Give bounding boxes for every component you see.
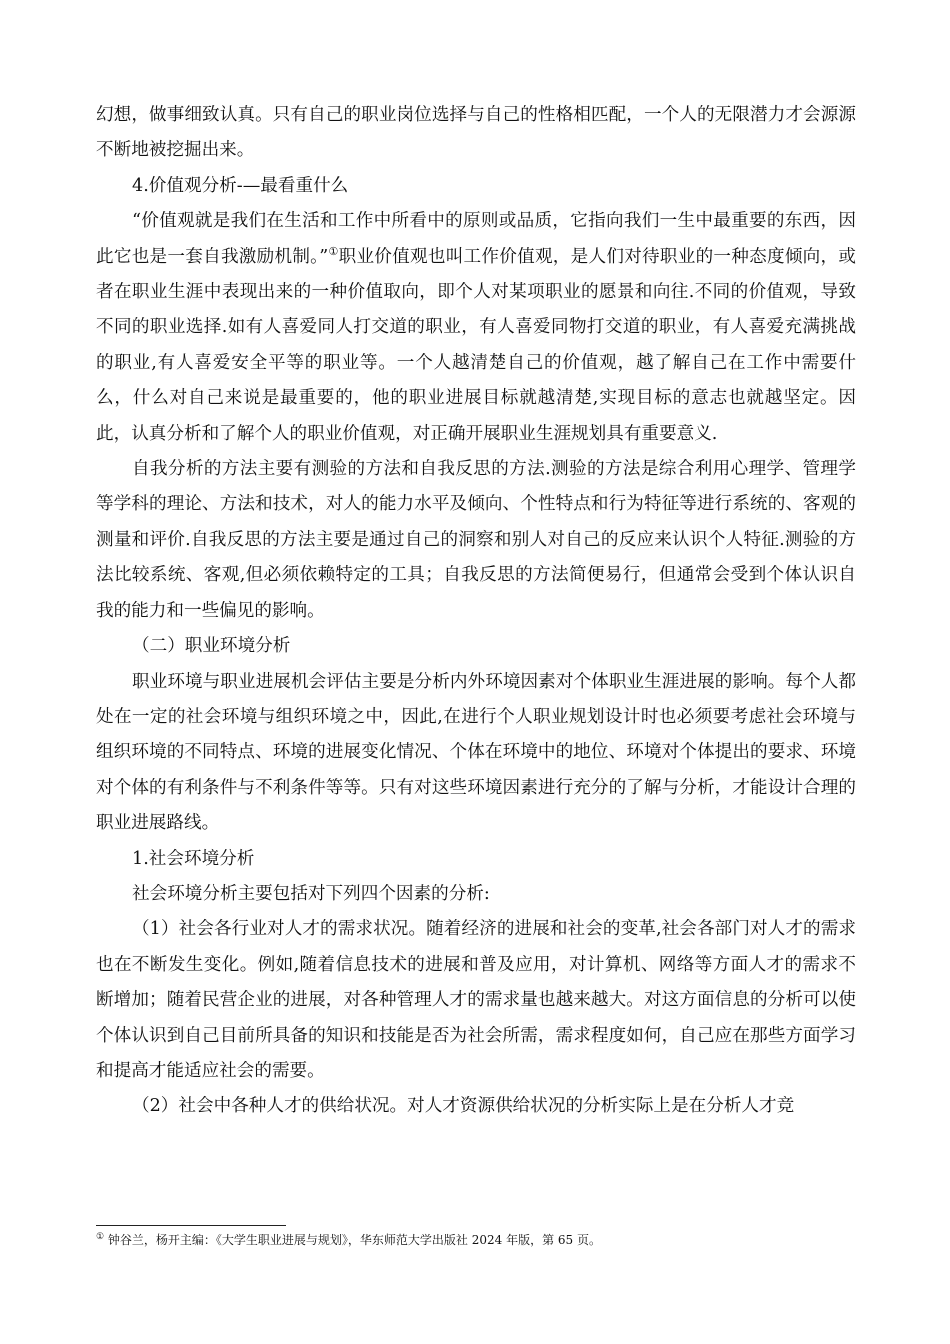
footnote [96,1231,856,1249]
values-quote: “价值观就是我们在生活和工作中所看中的原则或品质，它指向我们一生中最重要的东西，因此它也是一套自我激励机制。” [96,211,856,267]
heading-social-environment: 1.社会环境分析 [132,848,255,869]
heading-career-environment: （二）职业环境分析 [132,636,291,657]
paragraph-talent-demand: （1）社会各行业对人才的需求状况。随着经济的进展和社会的变革,社会各部门对人才的需求也在不断发生变化。例如,随着信息技术的进展和普及应用，对计算机、网络等方面人才的需求不断增加；随着民营企业的进展，对各种管理人才的需求量也越来越大。对这方面信息的分析可以使个体认识到自己目前所具备的知识和技能是否为社会所需，需求程度如何，自己应在那些方面学习和提高才能适应社会的需要。 [96,919,856,1081]
paragraph-self-analysis-methods: 自我分析的方法主要有测验的方法和自我反思的方法.测验的方法是综合利用心理学、管理学等学科的理论、方法和技术，对人的能力水平及倾向、个性特点和行为特征等进行系统的、客观的测量和评价.自我反思的方法主要是通过自己的洞察和别人对自己的反应来认识个人特征.测验的方法比较系统、客观,但必须依赖特定的工具；自我反思的方法简便易行，但通常会受到个体认识自我的能力和一些偏见的影响。 [96,459,856,621]
body-text [96,98,856,1125]
footnote-text: 钟谷兰，杨开主编：《大学生职业进展与规划》，华东师范大学出版社 2024 年版，第 65 页。 [104,1233,601,1247]
heading-values-analysis: 4.价值观分析-—最看重什么 [132,175,349,196]
footnote-divider [96,1225,286,1226]
footnote-reference: ① [328,244,339,258]
paragraph-values [96,204,856,452]
footnote-mark: ① [96,1232,105,1242]
paragraph-talent-supply: （2）社会中各种人才的供给状况。对人才资源供给状况的分析实际上是在分析人才竞 [132,1096,795,1117]
paragraph-personality-end: 幻想，做事细致认真。只有自己的职业岗位选择与自己的性格相匹配，一个人的无限潜力才会源源不断地被挖掘出来。 [96,105,856,161]
paragraph-social-factors-intro: 社会环境分析主要包括对下列四个因素的分析: [132,883,490,904]
paragraph-career-environment: 职业环境与职业进展机会评估主要是分析内外环境因素对个体职业生涯进展的影响。每个人都处在一定的社会环境与组织环境之中，因此,在进行个人职业规划设计时也必须要考虑社会环境与组织环境的不同特点、环境的进展变化情况、个体在环境中的地位、环境对个体提出的要求、环境对个体的有利条件与不利条件等等。只有对这些环境因素进行充分的了解与分析，才能设计合理的职业进展路线。 [96,671,856,834]
values-definition: 职业价值观也叫工作价值观，是人们对待职业的一种态度倾向，或者在职业生涯中表现出来的一种价值取向，即个人对某项职业的愿景和向往.不同的价值观，导致不同的职业选择.如有人喜爱同人打交道的职业，有人喜爱同物打交道的职业，有人喜爱充满挑战的职业,有人喜爱安全平等的职业等。一个人越清楚自己的价值观，越了解自己在工作中需要什么，什么对自己来说是最重要的，他的职业进展目标就越清楚,实现目标的意志也就越坚定。因此，认真分析和了解个人的职业价值观，对正确开展职业生涯规划具有重要意义. [96,246,856,444]
